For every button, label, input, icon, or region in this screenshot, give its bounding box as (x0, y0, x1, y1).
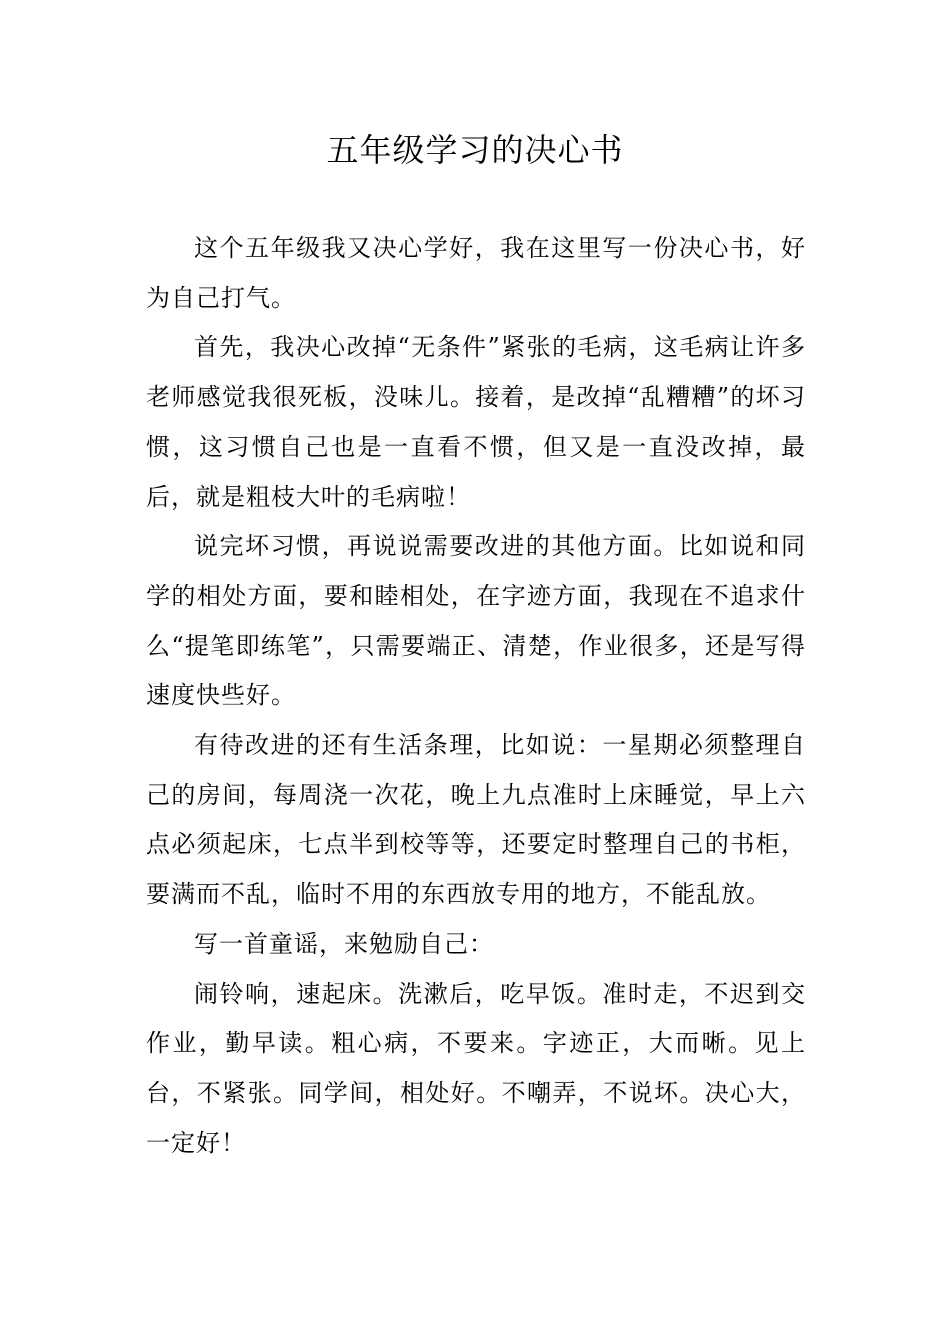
paragraph-daily-routine: 有待改进的还有生活条理，比如说：一星期必须整理自己的房间，每周浇一次花，晚上九点准时上床睡觉，早上六点必须起床，七点半到校等等，还要定时整理自己的书柜，要满而不乱，临时不用的东西放专用的地方，不能乱放。 (146, 731, 806, 909)
document-title: 五年级学习的决心书 (326, 131, 624, 169)
document-body (146, 224, 806, 1168)
paragraph-intro: 这个五年级我又决心学好，我在这里写一份决心书，好为自己打气。 (146, 234, 806, 312)
paragraph-rhyme: 闹铃响，速起床。洗漱后，吃早饭。准时走，不迟到交作业，勤早读。粗心病，不要来。字迹正，大而晰。见上台，不紧张。同学间，相处好。不嘲弄，不说坏。决心大，一定好！ (146, 979, 806, 1157)
paragraph-bad-habits: 首先，我决心改掉“无条件”紧张的毛病，这毛病让许多老师感觉我很死板，没味儿。接着，是改掉“乱糟糟”的坏习惯，这习惯自己也是一直看不惯，但又是一直没改掉，最后，就是粗枝大叶的毛病啦！ (146, 333, 806, 511)
paragraph-improvements: 说完坏习惯，再说说需要改进的其他方面。比如说和同学的相处方面，要和睦相处，在字迹方面，我现在不追求什么“提笔即练笔”，只需要端正、清楚，作业很多，还是写得速度快些好。 (146, 532, 806, 710)
paragraph-rhyme-intro: 写一首童谣，来勉励自己： (194, 929, 494, 958)
